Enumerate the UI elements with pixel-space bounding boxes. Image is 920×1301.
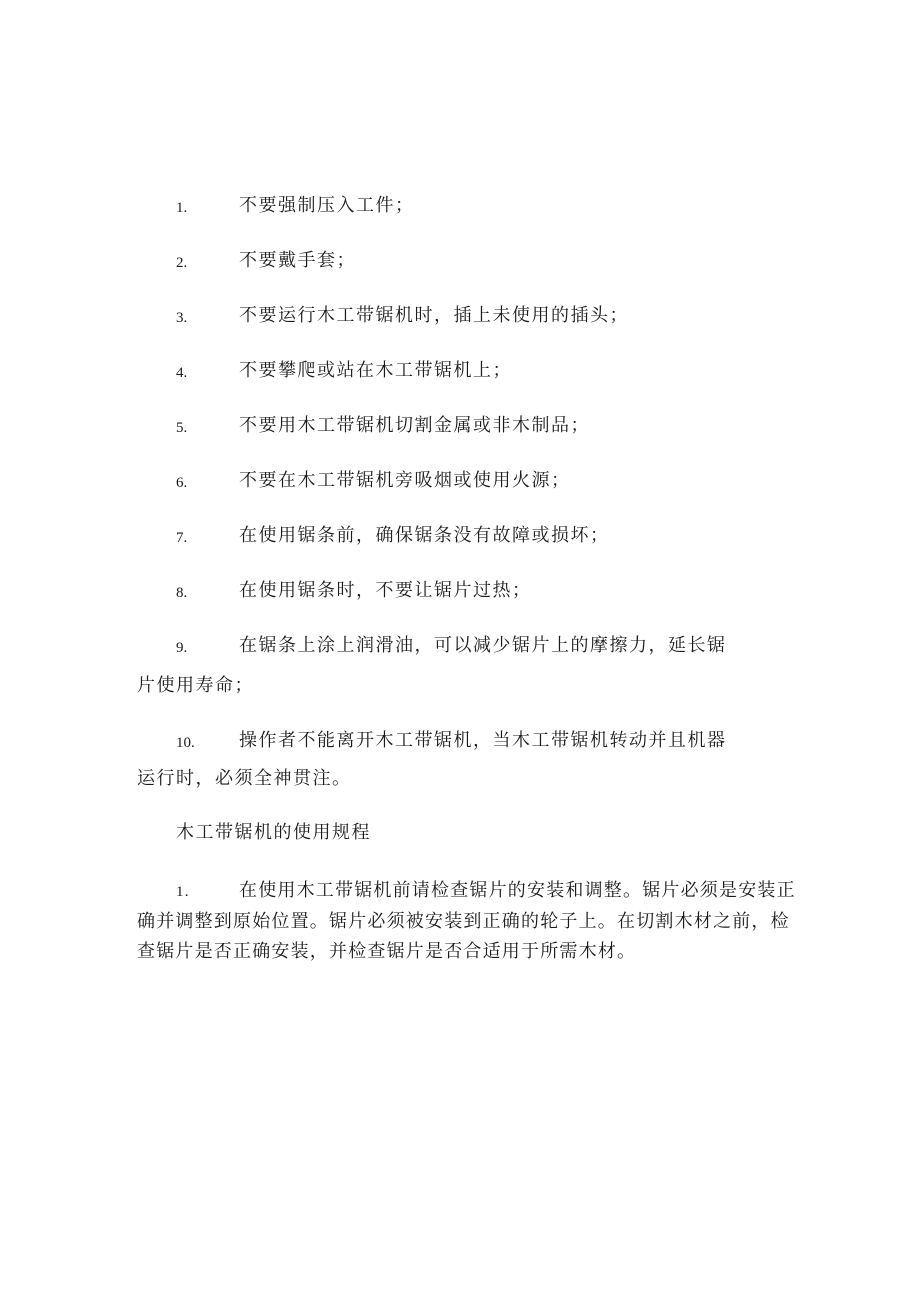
rule-number: 10.: [176, 735, 195, 751]
rule-number: 8.: [176, 585, 188, 601]
rule-number: 7.: [176, 530, 188, 546]
procedure-text: 在使用木工带锯机前请检查锯片的安装和调整。锯片必须是安装正确并调整到原始位置。锯片必须被安装到正确的轮子上。在切割木材之前，检查锯片是否正确安装，并检查锯片是否合适用于所需木材。: [137, 880, 796, 962]
rule-number: 4.: [176, 365, 188, 381]
rule-continuation: 运行时，必须全神贯注。: [137, 768, 352, 789]
rule-number: 9.: [176, 640, 188, 656]
rule-text: 不要强制压入工件；: [239, 195, 415, 216]
rule-text: 不要攀爬或站在木工带锯机上；: [239, 360, 512, 381]
rule-text: 不要在木工带锯机旁吸烟或使用火源；: [239, 470, 571, 491]
rule-number: 6.: [176, 475, 188, 491]
rule-text: 在锯条上涂上润滑油，可以减少锯片上的摩擦力，延长锯: [239, 635, 727, 656]
rule-number: 5.: [176, 420, 188, 436]
section-heading: 木工带锯机的使用规程: [176, 822, 371, 843]
rule-continuation: 片使用寿命；: [137, 675, 254, 696]
rule-number: 1.: [176, 200, 188, 216]
rule-text: 不要戴手套；: [239, 250, 356, 271]
procedure-number: 1.: [176, 884, 190, 900]
rule-text: 在使用锯条时，不要让锯片过热；: [239, 580, 532, 601]
rule-number: 2.: [176, 255, 188, 271]
rule-text: 不要运行木工带锯机时，插上未使用的插头；: [239, 305, 629, 326]
rule-text: 不要用木工带锯机切割金属或非木制品；: [239, 415, 590, 436]
rule-number: 3.: [176, 310, 188, 326]
procedure-paragraph: [137, 876, 797, 967]
rule-text: 操作者不能离开木工带锯机，当木工带锯机转动并且机器: [239, 730, 727, 751]
rule-text: 在使用锯条前，确保锯条没有故障或损坏；: [239, 525, 610, 546]
